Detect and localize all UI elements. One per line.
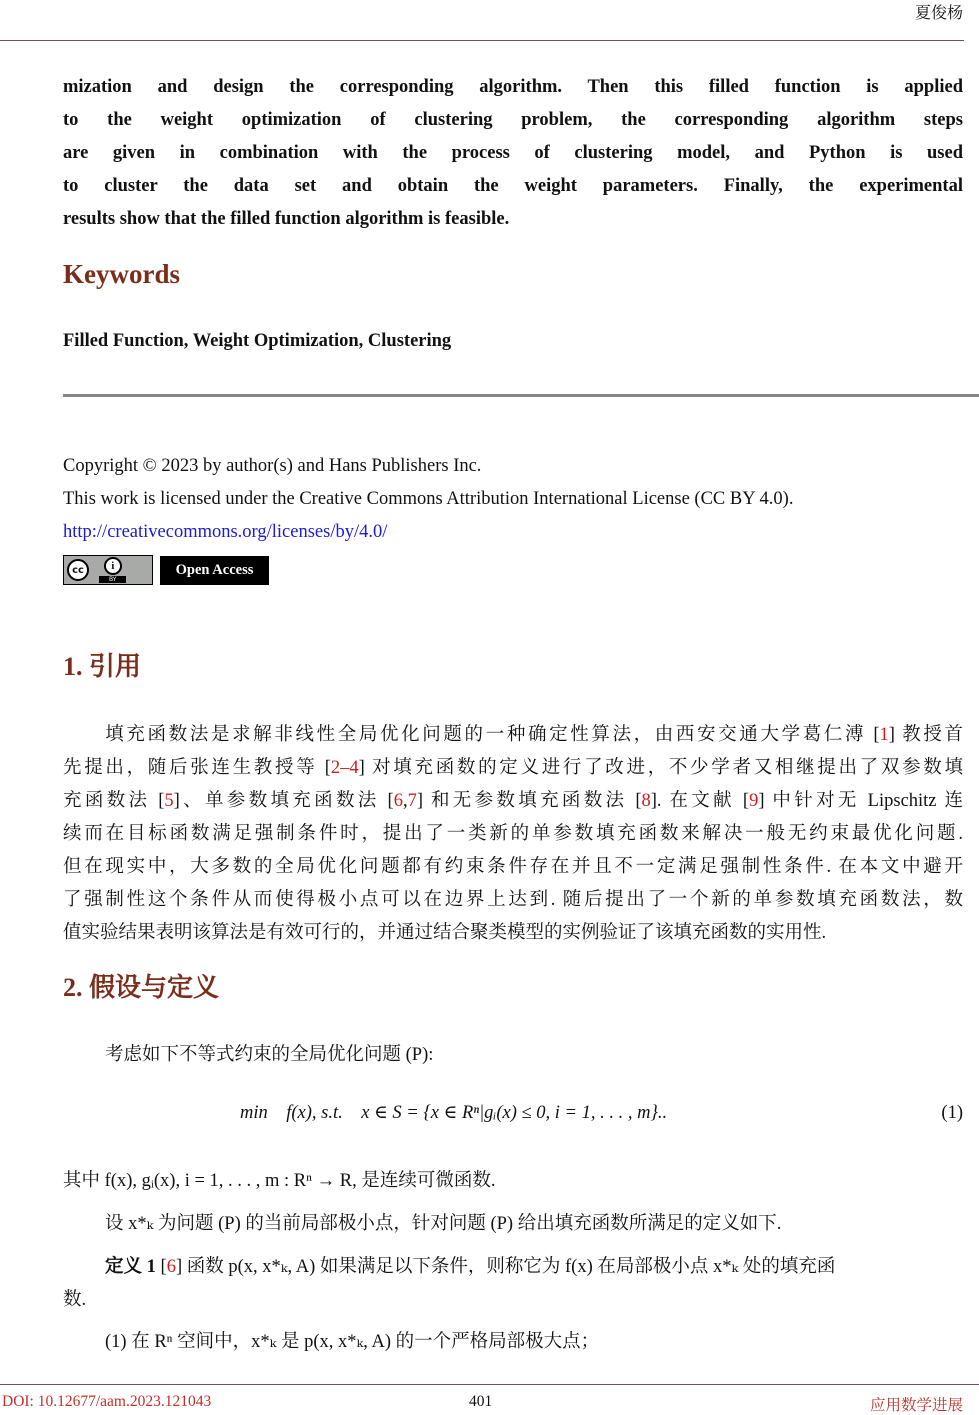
text-line	[63, 170, 963, 203]
where-clause: 其中 f(x), gᵢ(x), i = 1, . . . , m : Rⁿ → R, 是连续可微函数.	[63, 1171, 496, 1191]
text-segment: 但在现实中，大多数的全局优化问题都有约束条件存在并且不一定满足强制性条件. 在本文中避开	[63, 857, 963, 877]
header-rule	[0, 40, 964, 41]
text-segment: 充函数法 [	[63, 791, 165, 811]
running-header-author: 夏俊杨	[914, 5, 963, 22]
footer-rule	[0, 1384, 979, 1385]
text-segment: to the weight optimization of clustering problem, the corresponding algorithm steps	[63, 110, 963, 130]
text-segment: ]. 在文献 [	[650, 791, 750, 811]
text-line	[63, 719, 963, 752]
open-access-badge: Open Access	[160, 556, 269, 585]
text-line	[63, 203, 963, 236]
condition-1: (1) 在 Rⁿ 空间中，x*ₖ 是 p(x, x*ₖ, A) 的一个严格局部极大点；	[105, 1332, 600, 1352]
text-segment: ,	[402, 791, 408, 811]
text-segment: 先提出，随后张连生教授等 [	[63, 758, 331, 778]
definition-label: 定义 1	[105, 1257, 156, 1277]
citation-link[interactable]: 2–4	[330, 758, 359, 778]
citation-link[interactable]: 1	[879, 725, 889, 745]
text-line	[63, 818, 963, 851]
text-line	[63, 851, 963, 884]
text-segment: are given in combination with the process of clustering model, and Python is used	[63, 143, 963, 163]
page-number: 401	[469, 1393, 493, 1410]
license-statement: This work is licensed under the Creative Commons Attribution International License (CC BY 4.0).	[63, 489, 794, 509]
citation-link[interactable]: 8	[641, 791, 651, 811]
citation-link[interactable]: 6	[166, 1257, 176, 1277]
citation-link[interactable]: 9	[749, 791, 759, 811]
text-segment: ] 和无参数填充函数法 [	[416, 791, 642, 811]
keywords-heading: Keywords	[63, 259, 180, 289]
abstract-continuation	[63, 71, 963, 236]
text-segment: to cluster the data set and obtain the weight parameters. Finally, the experimental	[63, 176, 963, 196]
by-label: BY	[99, 576, 126, 583]
text-segment: 值实验结果表明该算法是有效可行的，并通过结合聚类模型的实例验证了该填充函数的实用性.	[63, 923, 827, 943]
footer-doi[interactable]: DOI: 10.12677/aam.2023.121043	[2, 1393, 212, 1410]
text-line	[63, 884, 963, 917]
text-segment: mization and design the corresponding algorithm. Then this filled function is applied	[63, 77, 963, 97]
text-line	[63, 917, 963, 950]
text-line	[63, 137, 963, 170]
cc-by-badge[interactable]	[63, 555, 153, 585]
text-segment: results show that the filled function algorithm is feasible.	[63, 209, 510, 229]
citation-link[interactable]: 5	[164, 791, 174, 811]
by-icon: i BY	[99, 557, 126, 583]
text-segment: ] 中针对无 Lipschitz 连	[758, 791, 963, 811]
text-segment: 填充函数法是求解非线性全局优化问题的一种确定性算法，由西安交通大学葛仁溥 [	[63, 725, 880, 745]
citation-link[interactable]: 7	[407, 791, 417, 811]
section-1-heading: 1. 引用	[63, 652, 142, 681]
text-segment: 了强制性这个条件从而使得极小点可以在边界上达到. 随后提出了一个新的单参数填充函数法，数	[63, 890, 963, 910]
text-line	[63, 71, 963, 104]
equation-1: min f(x), s.t. x ∈ S = {x ∈ Rⁿ|gᵢ(x) ≤ 0, i = 1, . . . , m}..	[240, 1103, 668, 1123]
text-line	[63, 104, 963, 137]
text-segment: ] 教授首	[888, 725, 963, 745]
keywords-text: Filled Function, Weight Optimization, Clustering	[63, 331, 452, 351]
problem-intro: 考虑如下不等式约束的全局优化问题 (P):	[105, 1045, 434, 1065]
equation-number: (1)	[941, 1103, 963, 1123]
text-segment: 续而在目标函数满足强制条件时，提出了一类新的单参数填充函数来解决一般无约束最优化问题.	[63, 824, 963, 844]
citation-link[interactable]: 6	[393, 791, 403, 811]
text-segment: ]、单参数填充函数法 [	[173, 791, 394, 811]
section-1-paragraph	[63, 719, 963, 950]
section-divider	[63, 394, 979, 397]
definition-text: 函数 p(x, x*ₖ, A) 如果满足以下条件，则称它为 f(x) 在局部极小点 x*ₖ 处的填充函	[186, 1257, 836, 1277]
text-line	[63, 785, 963, 818]
footer-journal: 应用数学进展	[869, 1397, 963, 1414]
definition-continuation: 数.	[63, 1290, 87, 1310]
copyright-text: Copyright © 2023 by author(s) and Hans Publishers Inc.	[63, 456, 482, 476]
text-line	[63, 752, 963, 785]
text-segment: ] 对填充函数的定义进行了改进，不少学者又相继提出了双参数填	[358, 758, 963, 778]
section-2-heading: 2. 假设与定义	[63, 973, 220, 1002]
cc-icon: cc	[67, 559, 89, 581]
definition-1: 定义 1 [6] 函数 p(x, x*ₖ, A) 如果满足以下条件，则称它为 f(x) 在局部极小点 x*ₖ 处的填充函	[105, 1257, 836, 1277]
local-minimizer-assumption: 设 x*ₖ 为问题 (P) 的当前局部极小点，针对问题 (P) 给出填充函数所满足的定义如下.	[105, 1214, 782, 1234]
license-link[interactable]: http://creativecommons.org/licenses/by/4.0/	[63, 522, 388, 542]
